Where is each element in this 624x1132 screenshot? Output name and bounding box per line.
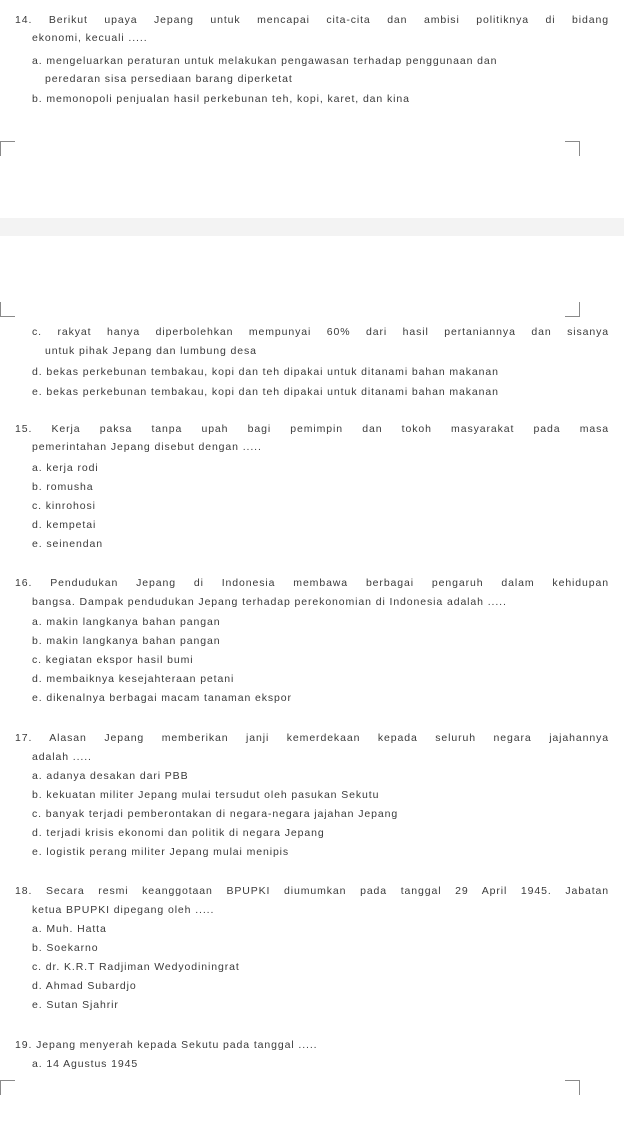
crop-mark-bottom-right — [565, 302, 580, 317]
q15-option: b. romusha — [32, 481, 94, 493]
q15-option: c. kinrohosi — [32, 500, 96, 512]
q15-stem-line1: 15. Kerja paksa tanpa upah bagi pemimpin dan tokoh masyarakat pada masa — [15, 423, 609, 435]
crop-mark-bottom-left — [0, 302, 15, 317]
q14-option-b: b. memonopoli penjualan hasil perkebunan teh, kopi, karet, dan kina — [32, 93, 410, 105]
q17-option: b. kekuatan militer Jepang mulai tersudut oleh pasukan Sekutu — [32, 789, 380, 801]
page-break-band — [0, 218, 624, 236]
crop-mark-top-right — [565, 1080, 580, 1095]
q15-stem-line2: pemerintahan Jepang disebut dengan ..... — [32, 441, 262, 453]
q14-option-d: d. bekas perkebunan tembakau, kopi dan teh dipakai untuk ditanami bahan makanan — [32, 366, 499, 378]
q15-option: e. seinendan — [32, 538, 103, 550]
q19-stem: 19. Jepang menyerah kepada Sekutu pada tanggal ..... — [15, 1039, 318, 1051]
q17-option: c. banyak terjadi pemberontakan di negara-negara jajahan Jepang — [32, 808, 399, 820]
q18-option: b. Soekarno — [32, 942, 99, 954]
q18-option: a. Muh. Hatta — [32, 923, 107, 935]
q17-stem-line1: 17. Alasan Jepang memberikan janji kemerdekaan kepada seluruh negara jajahannya — [15, 732, 609, 744]
q14-stem-line1: 14. Berikut upaya Jepang untuk mencapai cita-cita dan ambisi politiknya di bidang — [15, 14, 609, 26]
q17-option: a. adanya desakan dari PBB — [32, 770, 189, 782]
q18-option: d. Ahmad Subardjo — [32, 980, 137, 992]
q18-stem-line2: ketua BPUPKI dipegang oleh ..... — [32, 904, 215, 916]
q15-option: d. kempetai — [32, 519, 97, 531]
q16-stem-line2: bangsa. Dampak pendudukan Jepang terhadap perekonomian di Indonesia adalah ..... — [32, 596, 507, 608]
q14-option-a-line1: a. mengeluarkan peraturan untuk melakukan pengawasan terhadap penggunaan dan — [32, 55, 498, 67]
q14-option-e: e. bekas perkebunan tembakau, kopi dan teh dipakai untuk ditanami bahan makanan — [32, 386, 499, 398]
q14-option-a-line2: peredaran sisa persediaan barang diperketat — [45, 73, 293, 85]
q14-stem-line2: ekonomi, kecuali ..... — [32, 32, 148, 44]
q19-option: a. 14 Agustus 1945 — [32, 1058, 139, 1070]
q16-option: d. membaiknya kesejahteraan petani — [32, 673, 235, 685]
crop-mark-top-left — [0, 141, 15, 156]
crop-mark-top-right — [565, 141, 580, 156]
crop-mark-top-left — [0, 1080, 15, 1095]
q18-stem-line1: 18. Secara resmi keanggotaan BPUPKI diumumkan pada tanggal 29 April 1945. Jabatan — [15, 885, 609, 897]
q15-option: a. kerja rodi — [32, 462, 99, 474]
q17-option: e. logistik perang militer Jepang mulai menipis — [32, 846, 290, 858]
q14-option-c-line2: untuk pihak Jepang dan lumbung desa — [45, 345, 257, 357]
q17-option: d. terjadi krisis ekonomi dan politik di negara Jepang — [32, 827, 325, 839]
q17-stem-line2: adalah ..... — [32, 751, 92, 763]
q16-option: a. makin langkanya bahan pangan — [32, 616, 221, 628]
q16-option: b. makin langkanya bahan pangan — [32, 635, 221, 647]
q18-option: e. Sutan Sjahrir — [32, 999, 119, 1011]
q16-stem-line1: 16. Pendudukan Jepang di Indonesia membawa berbagai pengaruh dalam kehidupan — [15, 577, 609, 589]
q16-option: c. kegiatan ekspor hasil bumi — [32, 654, 194, 666]
q14-option-c-line1: c. rakyat hanya diperbolehkan mempunyai 60% dari hasil pertaniannya dan sisanya — [32, 326, 609, 338]
q16-option: e. dikenalnya berbagai macam tanaman ekspor — [32, 692, 292, 704]
q18-option: c. dr. K.R.T Radjiman Wedyodiningrat — [32, 961, 240, 973]
